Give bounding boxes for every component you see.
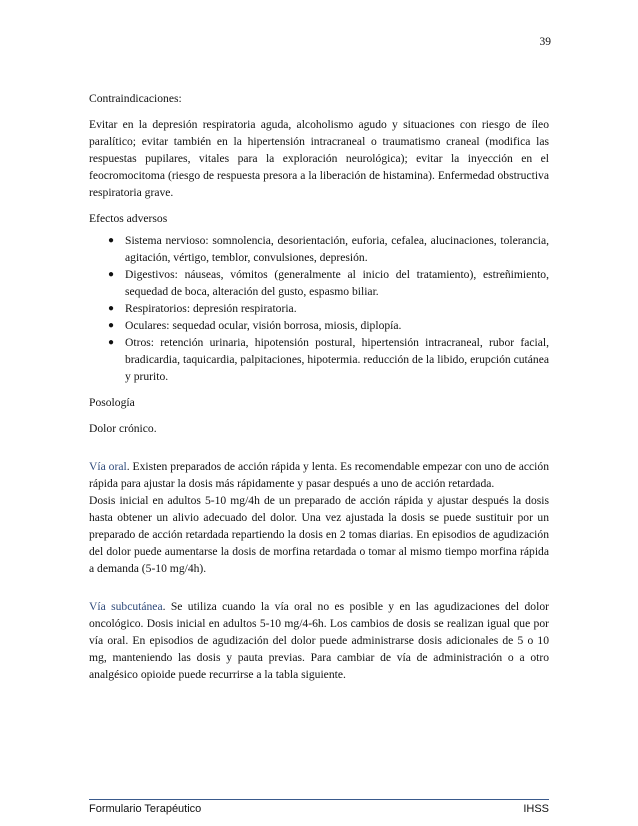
- bullet-icon: ●: [108, 269, 115, 280]
- via-oral-label: Vía oral: [89, 460, 127, 473]
- page-content: [89, 90, 549, 683]
- posologia-heading: Posología: [89, 396, 135, 409]
- list-item: ● Respiratorios: depresión respiratoria.: [108, 302, 297, 315]
- efectos-list: [89, 232, 549, 385]
- contraindicaciones-text: Evitar en la depresión respiratoria aguda, alcoholismo agudo y situaciones con riesgo de íleo paralítico; evitar también en la hipertensión intracraneal o traumatismo craneal (modifica las respuestas pupilares, vitales para la exploración neurológica); evitar la inyección en el feocromocitoma (riesgo de respuesta presora a la liberación de histamina). Enfermedad obstructiva respiratoria grave.: [89, 118, 549, 199]
- list-item: ● Sistema nervioso: somnolencia, desorientación, euforia, cefalea, alucinaciones, tolerancia, agitación, vértigo, temblor, convulsiones, depresión.: [108, 234, 549, 264]
- footer-title: Formulario Terapéutico: [89, 803, 202, 815]
- posologia-subheading: Dolor crónico.: [89, 422, 157, 435]
- efectos-heading: Efectos adversos: [89, 212, 168, 225]
- via-oral-dosis: Dosis inicial en adultos 5-10 mg/4h de un preparado de acción rápida y ajustar después la dosis hasta obtener un alivio adecuado del dolor. Una vez ajustada la dosis se puede sustituir por un preparado de acción retardada repartiendo la dosis en 2 tomas diarias. En episodios de agudización del dolor puede aumentarse la dosis de morfina retardada o tomar al mismo tiempo morfina rápida a demanda (5-10 mg/4h).: [89, 494, 549, 575]
- contraindicaciones-heading: Contraindicaciones:: [89, 92, 182, 105]
- footer-rule: [89, 799, 549, 800]
- footer-org: IHSS: [523, 803, 549, 815]
- via-subcutanea-paragraph: [89, 598, 549, 683]
- list-item: ● Digestivos: náuseas, vómitos (generalmente al inicio del tratamiento), estreñimiento, sequedad de boca, alteración del gusto, espasmo biliar.: [108, 268, 549, 298]
- via-oral-text: . Existen preparados de acción rápida y lenta. Es recomendable empezar con uno de acción rápida para ajustar la dosis más rápidamente y pasar después a uno de acción retardada.: [89, 460, 549, 490]
- page-number: 39: [539, 36, 551, 48]
- bullet-icon: ●: [108, 320, 115, 331]
- list-item: ● Oculares: sequedad ocular, visión borrosa, miosis, diplopía.: [108, 319, 402, 332]
- list-item: ● Otros: retención urinaria, hipotensión postural, hipertensión intracraneal, rubor facial, bradicardia, taquicardia, palpitaciones, hipotermia. reducción de la libido, erupción cutánea y prurito.: [108, 336, 549, 383]
- bullet-icon: ●: [108, 235, 115, 246]
- bullet-icon: ●: [108, 337, 115, 348]
- via-oral-paragraph: [89, 458, 549, 492]
- bullet-icon: ●: [108, 303, 115, 314]
- via-subcutanea-text: . Se utiliza cuando la vía oral no es posible y en las agudizaciones del dolor oncológico. Dosis inicial en adultos 5-10 mg/4-6h. Los cambios de dosis se realizan igual que por vía oral. En episodios de agudización del dolor puede administrarse dosis adicionales de 5 o 10 mg, manteniendo las dosis y pauta previas. Para cambiar de vía de administración o a otro analgésico opioide puede recurrirse a la tabla siguiente.: [89, 600, 549, 681]
- via-subcutanea-label: Vía subcutánea: [89, 600, 163, 613]
